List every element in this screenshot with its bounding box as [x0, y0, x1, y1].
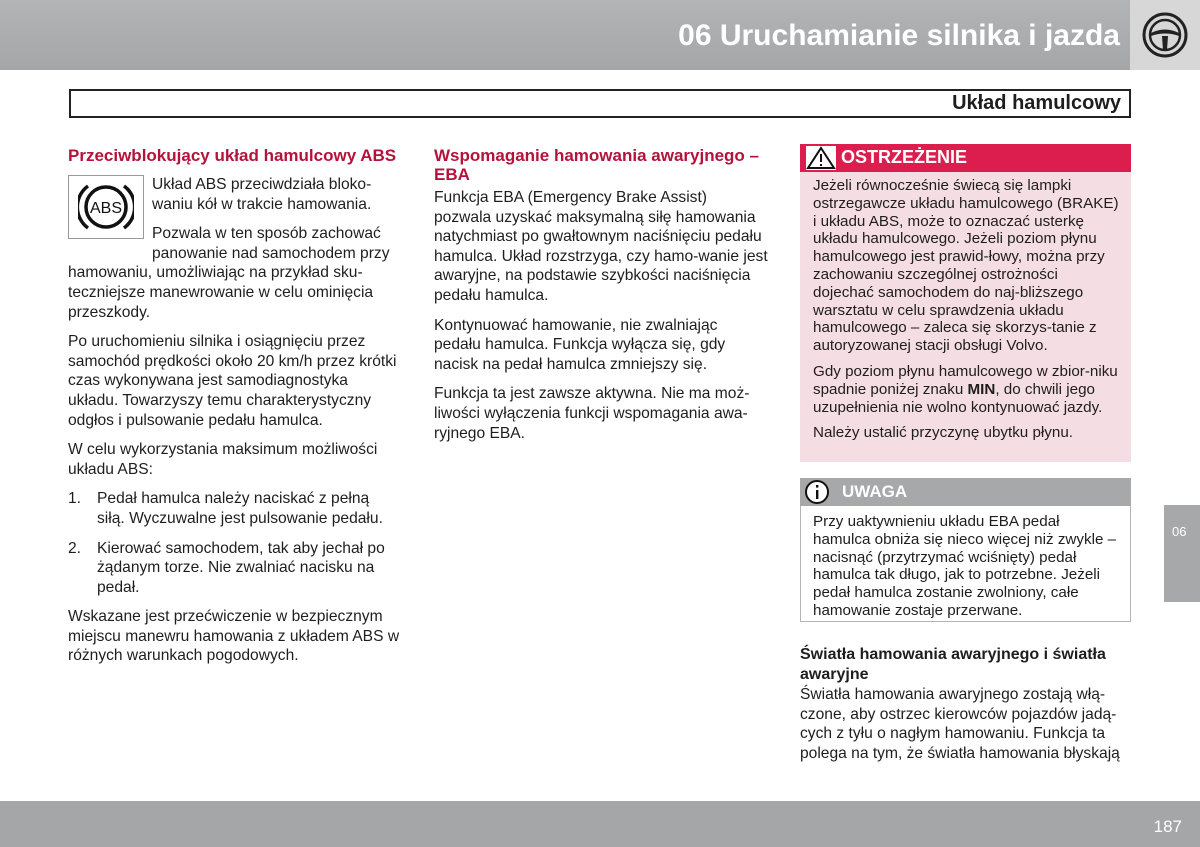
warning-triangle-icon — [806, 146, 836, 170]
chapter-side-tab — [1164, 505, 1200, 602]
abs-paragraph-5: Wskazane jest przećwiczenie w bezpiecznym miejscu manewru hamowania z układem ABS w różnych warunkach pogodowych. — [68, 608, 400, 665]
abs-steps-list — [68, 489, 400, 597]
abs-warning-lamp-icon — [68, 175, 144, 239]
section-title-box — [69, 89, 1131, 118]
abs-paragraph-2: Pozwala w ten sposób zachować panowanie nad samochodem przy hamowaniu, umożliwiając na przykład sku-teczniejsze manewrowanie w celu ominięcia przeszkody. — [68, 225, 390, 321]
note-header — [800, 478, 1131, 506]
note-label: UWAGA — [842, 482, 908, 501]
abs-column — [68, 146, 400, 676]
abs-icon-text: ABS — [89, 200, 123, 217]
list-item — [68, 489, 400, 528]
lights-heading: Światła hamowania awaryjnego i światła awaryjne — [800, 646, 1106, 683]
min-mark: MIN — [967, 380, 996, 398]
lights-text: Światła hamowania awaryjnego zostają włą-czone, aby ostrzec kierowców pojazdów jadą-cych z tyłu o nagłym hamowaniu. Funkcja ta polega na tym, że światła hamowania błyskają — [800, 686, 1120, 762]
warning-body — [800, 172, 1131, 442]
abs-paragraph-3: Po uruchomieniu silnika i osiągnięciu przez samochód prędkości około 20 km/h przez krótki czas wykonywana jest samodiagnostyka układu. Towarzyszy temu charakterystyczny odgłos i pulsowanie pedału hamulca. — [68, 333, 397, 429]
warning-paragraph-2 — [813, 363, 1121, 416]
note-box — [800, 478, 1131, 622]
warning-text-part: Gdy poziom płynu hamulcowego w zbior-niku spadnie poniżej znaku — [813, 362, 1118, 398]
abs-heading: Przeciwblokujący układ hamulcowy ABS — [68, 146, 397, 165]
eba-heading: Wspomaganie hamowania awaryjnego – EBA — [434, 146, 759, 184]
warning-header — [800, 144, 1131, 172]
chapter-title: 06 Uruchamianie silnika i jazda — [678, 19, 1120, 52]
eba-column — [434, 146, 768, 453]
abs-paragraph-4: W celu wykorzystania maksimum możliwości układu ABS: — [68, 441, 378, 478]
steering-wheel-icon — [1130, 0, 1200, 70]
warning-paragraph-1: Jeżeli równocześnie świecą się lampki ostrzegawcze układu hamulcowego (BRAKE) i układu ABS, może to oznaczać usterkę układu hamulcowego. Jeżeli poziom płynu hamulcowego jest prawid-łowy, można przy zachowaniu szczególnej ostrożności dojechać samochodem do naj-bliższego warsztatu w celu sprawdzenia układu hamulcowego – zaleca się skorzys-tanie z autoryzowanej stacji obsługi Volvo. — [813, 177, 1119, 355]
list-item — [68, 539, 400, 598]
section-title: Układ hamulcowy — [952, 92, 1121, 114]
eba-paragraph-3: Funkcja ta jest zawsze aktywna. Nie ma moż-liwości wyłączenia funkcji wspomagania awa-ryjnego EBA. — [434, 385, 750, 442]
note-body — [800, 506, 1131, 622]
step-number: 2. — [68, 539, 82, 557]
warning-paragraph-3: Należy ustalić przyczynę ubytku płynu. — [813, 424, 1073, 442]
chapter-header-bar — [0, 0, 1200, 70]
abs-paragraph-1: Układ ABS przeciwdziała bloko-waniu kół w trakcie hamowania. — [152, 176, 372, 213]
side-tab-label: 06 — [1172, 524, 1187, 539]
eba-paragraph-2: Kontynuować hamowanie, nie zwalniając pedału hamulca. Funkcja wyłącza się, gdy nacisk na pedał hamulca zmniejszy się. — [434, 316, 726, 373]
step-text: Kierować samochodem, tak aby jechał po żądanym torze. Nie zwalniać nacisku na pedał. — [97, 539, 385, 596]
page-number: 187 — [1153, 817, 1182, 836]
footer-bar — [0, 801, 1200, 847]
eba-paragraph-1: Funkcja EBA (Emergency Brake Assist) pozwala uzyskać maksymalną siłę hamowania natychmiast po gwałtownym naciśnięciu pedału hamulca. Układ rozstrzyga, czy hamo-wanie jest awaryjne, na podstawie szybkości naciśnięcia pedału hamulca. — [434, 189, 768, 304]
warning-label: OSTRZEŻENIE — [841, 147, 968, 167]
step-number: 1. — [68, 490, 82, 508]
step-text: Pedał hamulca należy naciskać z pełną siłą. Wyczuwalne jest pulsowanie pedału. — [97, 490, 383, 527]
warning-text-part: , do chwili jego uzupełnienia nie wolno kontynuować jazdy. — [813, 380, 1103, 416]
info-icon — [804, 479, 830, 505]
note-text: Przy uaktywnieniu układu EBA pedał hamulca obniża się nieco więcej niż zwykle – nacisnąć (przytrzymać wciśnięty) pedał hamulca tak długo, jak to potrzebne. Jeżeli pedał hamulca zostanie zwolniony, całe hamowanie zostaje przerwane. — [813, 513, 1117, 619]
lights-section — [800, 645, 1134, 763]
warning-box — [800, 144, 1131, 462]
